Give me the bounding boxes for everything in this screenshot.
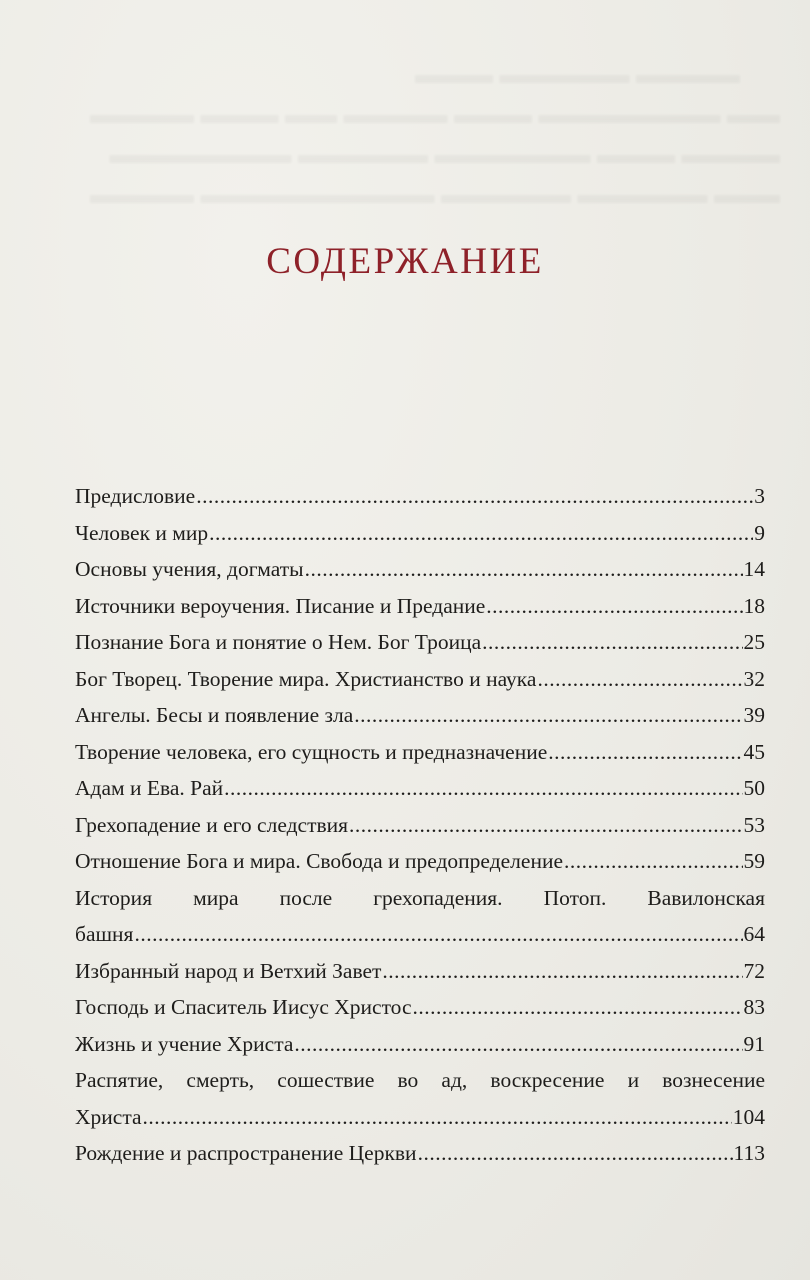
table-of-contents — [75, 478, 765, 1172]
toc-entry-title: Рождение и распространение Церкви — [75, 1141, 417, 1165]
toc-entry-title: Грехопадение и его следствия — [75, 812, 349, 837]
toc-page-number: 104 — [732, 1104, 765, 1129]
toc-page-number: 50 — [743, 776, 765, 800]
toc-entry-title: Жизнь и учение Христа — [75, 1031, 294, 1056]
toc-page-number: 72 — [743, 958, 765, 983]
toc-entry[interactable] — [75, 551, 765, 588]
toc-page-number: 32 — [743, 666, 765, 691]
leader-dots — [143, 1099, 732, 1136]
toc-page-number: 39 — [743, 703, 765, 727]
toc-entry-title: Адам и Ева. Рай — [75, 776, 224, 800]
leader-dots — [418, 1135, 733, 1172]
toc-entry-title: Избранный народ и Ветхий Завет — [75, 958, 382, 983]
toc-entry[interactable] — [75, 843, 765, 880]
toc-entry[interactable] — [75, 515, 765, 552]
show-through-text — [90, 55, 780, 215]
toc-entry-title: Человек и мир — [75, 520, 209, 545]
toc-entry[interactable] — [75, 1062, 765, 1135]
leader-dots — [294, 1026, 742, 1063]
toc-entry-title: Источники вероучения. Писание и Предание — [75, 593, 486, 618]
toc-entry-title: Ангелы. Бесы и появление зла — [75, 703, 354, 727]
leader-dots — [413, 989, 743, 1026]
leader-dots — [382, 953, 742, 990]
toc-page-number: 91 — [743, 1031, 765, 1056]
leader-dots — [354, 697, 742, 734]
toc-entry-title-line2: башня — [75, 922, 134, 946]
leader-dots — [134, 916, 742, 953]
toc-entry[interactable] — [75, 734, 765, 771]
toc-page-number: 113 — [733, 1141, 765, 1165]
toc-page-number: 14 — [743, 557, 765, 581]
toc-entry[interactable] — [75, 478, 765, 515]
leader-dots — [196, 478, 753, 515]
toc-entry-title: Творение человека, его сущность и предназначение — [75, 739, 548, 764]
leader-dots — [537, 661, 742, 698]
toc-entry-line2 — [75, 1099, 765, 1136]
toc-entry-title: Познание Бога и понятие о Нем. Бог Троица — [75, 630, 482, 654]
leader-dots — [209, 515, 753, 552]
leader-dots — [486, 588, 742, 625]
toc-entry[interactable] — [75, 989, 765, 1026]
leader-dots — [305, 551, 743, 588]
toc-entry-title-line2: Христа — [75, 1104, 142, 1129]
leader-dots — [482, 624, 742, 661]
toc-entry[interactable] — [75, 807, 765, 844]
toc-entry-title-line1: История мира после грехопадения. Потоп. Вавилонская — [75, 885, 765, 910]
toc-page-number: 9 — [754, 520, 765, 545]
toc-page-number: 18 — [743, 593, 765, 618]
toc-entry[interactable] — [75, 1026, 765, 1063]
toc-entry[interactable] — [75, 588, 765, 625]
toc-entry-title: Основы учения, догматы — [75, 557, 304, 581]
toc-page-number: 64 — [743, 922, 765, 946]
leader-dots — [224, 770, 742, 807]
toc-entry[interactable] — [75, 1135, 765, 1172]
page-title: СОДЕРЖАНИЕ — [266, 241, 544, 282]
toc-entry-title: Отношение Бога и мира. Свобода и предопределение — [75, 849, 564, 873]
toc-page-number: 53 — [743, 812, 765, 837]
toc-entry[interactable] — [75, 953, 765, 990]
toc-page-number: 3 — [754, 484, 765, 508]
leader-dots — [564, 843, 742, 880]
toc-entry-title: Бог Творец. Творение мира. Христианство и наука — [75, 666, 537, 691]
toc-entry[interactable] — [75, 770, 765, 807]
toc-entry-line2 — [75, 916, 765, 953]
toc-entry[interactable] — [75, 661, 765, 698]
toc-entry[interactable] — [75, 880, 765, 953]
toc-page-number: 45 — [743, 739, 765, 764]
toc-page-number: 25 — [743, 630, 765, 654]
toc-page-number: 83 — [743, 995, 765, 1019]
toc-entry[interactable] — [75, 624, 765, 661]
toc-entry-title: Предисловие — [75, 484, 196, 508]
toc-page-number: 59 — [743, 849, 765, 873]
leader-dots — [548, 734, 742, 771]
leader-dots — [349, 807, 742, 844]
toc-entry-title-line1: Распятие, смерть, сошествие во ад, воскресение и вознесение — [75, 1068, 765, 1092]
toc-entry[interactable] — [75, 697, 765, 734]
toc-entry-title: Господь и Спаситель Иисус Христос — [75, 995, 412, 1019]
